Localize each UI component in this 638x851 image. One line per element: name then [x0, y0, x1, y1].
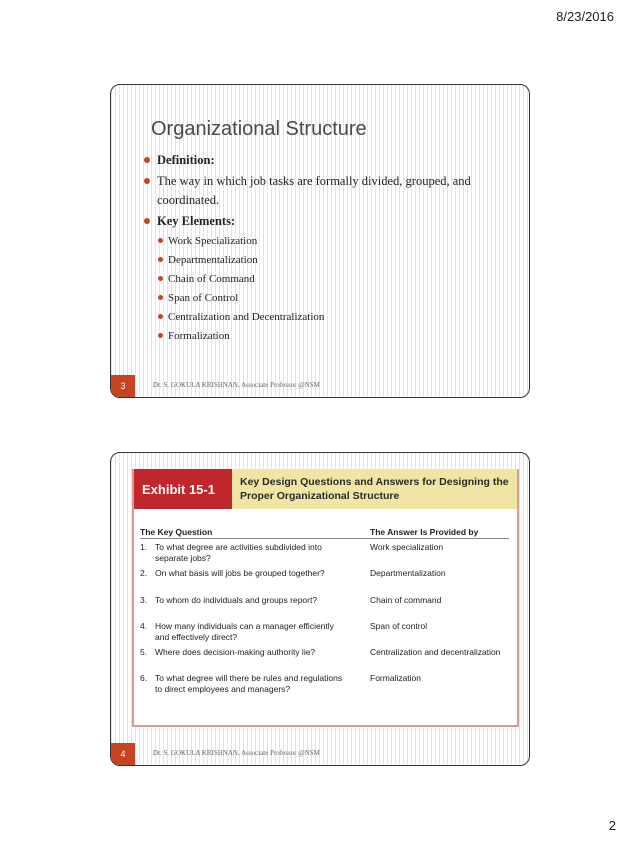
row-question: To whom do individuals and groups report? [155, 595, 318, 605]
exhibit-header [134, 469, 517, 509]
slide-title: Organizational Structure [151, 118, 367, 140]
sub-bullet-span-of-control: Span of Control [155, 290, 501, 306]
row-answer: Departmentalization [370, 568, 446, 578]
bullet-definition-text: The way in which job tasks are formally divided, grouped, and coordinated. [141, 172, 501, 210]
sub-bullet-formalization: Formalization [155, 328, 501, 344]
slide-number-badge: 4 [111, 743, 135, 765]
bullet-list [141, 151, 501, 347]
row-question: On what basis will jobs be grouped together? [155, 568, 325, 578]
slide-footer: Dr. S. GOKULA KRISHNAN, Associate Professor @NSM [153, 749, 320, 757]
slide-footer: Dr. S. GOKULA KRISHNAN, Associate Professor @NSM [153, 381, 320, 389]
print-date: 8/23/2016 [556, 9, 614, 24]
exhibit-label: Exhibit 15-1 [134, 469, 232, 509]
row-number: 5. [140, 647, 148, 657]
slide-3 [110, 84, 530, 398]
exhibit-image [132, 469, 519, 727]
row-answer: Work specialization [370, 542, 444, 552]
row-answer: Span of control [370, 621, 428, 631]
row-question: To what degree will there be rules and regulations to direct employees and managers? [155, 673, 343, 694]
row-question: How many individuals can a manager efficiently and effectively direct? [155, 621, 334, 642]
row-answer: Formalization [370, 673, 422, 683]
sub-bullet-departmentalization: Departmentalization [155, 252, 501, 268]
row-number: 3. [140, 595, 148, 605]
column-header-answer: The Answer Is Provided by [370, 527, 479, 537]
bullet-definition-heading: Definition: [141, 151, 501, 170]
column-header-question: The Key Question [140, 527, 213, 537]
row-number: 2. [140, 568, 148, 578]
row-answer: Centralization and decentralization [370, 647, 501, 657]
slide-4 [110, 452, 530, 766]
bullet-key-elements-heading: Key Elements: [141, 212, 501, 231]
sub-bullet-centralization: Centralization and Decentralization [155, 309, 501, 325]
exhibit-title: Key Design Questions and Answers for Designing the Proper Organizational Structure [232, 469, 517, 509]
row-number: 6. [140, 673, 148, 683]
page-number: 2 [608, 818, 616, 833]
sub-bullet-chain-of-command: Chain of Command [155, 271, 501, 287]
row-answer: Chain of command [370, 595, 442, 605]
row-question: To what degree are activities subdivided into separate jobs? [155, 542, 322, 563]
row-number: 1. [140, 542, 148, 552]
row-number: 4. [140, 621, 148, 631]
slide-number-badge: 3 [111, 375, 135, 397]
header-divider [140, 538, 509, 539]
sub-bullet-work-specialization: Work Specialization [155, 233, 501, 249]
row-question: Where does decision-making authority lie? [155, 647, 316, 657]
